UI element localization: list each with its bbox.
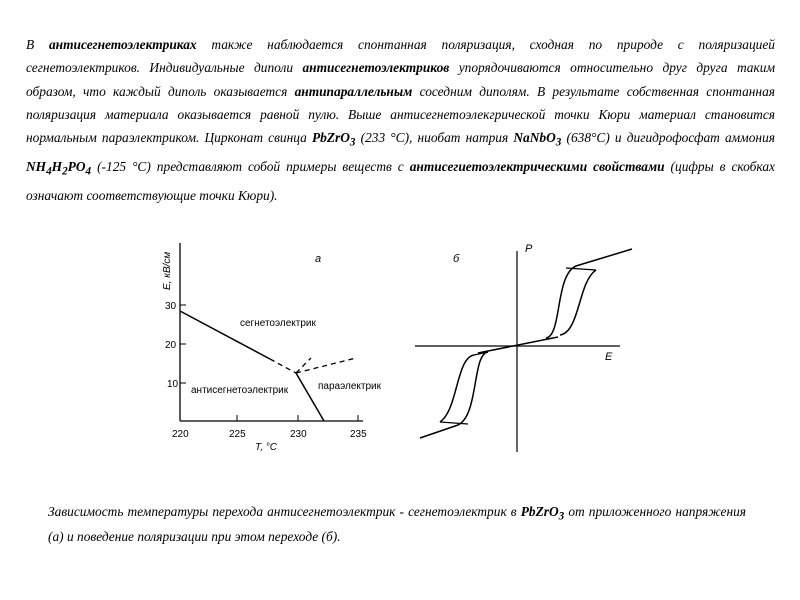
fig-b-loop-lower-bottom: [440, 422, 468, 424]
figure-b: [415, 243, 632, 452]
term-antiferroelectrics: антисегнетоэлектриках: [48, 37, 197, 52]
formula-nh4h2po4: $NH_4H_2PO_4$: [26, 159, 92, 178]
fig-a-xtick-label: 230: [290, 429, 307, 440]
fig-b-center-line: [478, 337, 558, 353]
fig-a-ytick-label: 10: [167, 379, 179, 390]
fig-a-boundary-dashed: [270, 359, 296, 373]
fig-b-loop-upper-left: [546, 249, 632, 338]
caption-formula: PbZrO$_3$: [520, 504, 565, 523]
fig-b-p-label: P: [525, 243, 533, 255]
body-paragraph: В антисегнетоэлектриках также наблюдается спонтанная поляризация, сходная по природе с поляризацией сегнетоэлектриков. Индивидуальные диполи антисегнетоэлектриков упорядочиваются относительно друг друга таким образом, что каждый диполь оказывается антипараллельным соседним диполям. В результате собственная спонтанная поляризация материала оказывается равной пулю. Выше антисегнетоэлекгрической точки Кюри материал становится нормальным параэлектриком. Цирконат свинца PbZrO$_3$ (233 °С), ниобат натрия NaNbO$_3$ (638°С) и дигидрофосфат аммония $NH_4H_2PO_4$ (-125 °С) представляют собой примеры веществ с антисегиетоэлектрическими свойствами (цифры в скобках означают соответствующие точки Кюри).: [26, 37, 775, 204]
formula-pbzro3: PbZrO$_3$: [311, 130, 356, 149]
fig-a-region-ferro: сегнетоэлектрик: [240, 318, 316, 329]
term-antiparallel: антипараллельным: [294, 83, 413, 99]
fig-a-xtick-label: 225: [229, 429, 246, 440]
fig-a-ytick-label: 20: [165, 340, 177, 351]
fig-a-xtick-label: 220: [172, 429, 189, 440]
term-antiferroelectrics-2: антисегнетоэлектриков: [302, 60, 450, 76]
fig-a-ytick-label: 30: [165, 301, 177, 312]
fig-a-boundary-para-dashed: [296, 358, 356, 373]
fig-a-region-para: параэлектрик: [318, 381, 381, 392]
fig-b-e-label: E: [605, 351, 613, 363]
fig-a-xtick-label: 235: [350, 429, 367, 440]
fig-a-region-antiferro: антисегнетоэлектрик: [191, 385, 289, 396]
fig-a-boundary-ferro-dashed: [296, 358, 311, 373]
figure-a: [162, 243, 382, 453]
term-antiferro-properties: антисегиетоэлектрическими свойствами: [409, 159, 665, 175]
fig-a-x-axis-label: T, °С: [255, 442, 277, 453]
fig-b-panel-label: б: [453, 253, 460, 265]
figure-caption: Зависимость температуры перехода антисегнетоэлектрик - сегнетоэлектрик в PbZrO$_3$ от приложенного напряжения (а) и поведение поляризации при этом переходе (б).: [48, 504, 747, 544]
fig-a-panel-label: а: [315, 253, 322, 265]
fig-a-y-axis-label: E, кВ/см: [162, 251, 173, 290]
formula-nanbo3: NaNbO$_3$: [513, 130, 562, 149]
